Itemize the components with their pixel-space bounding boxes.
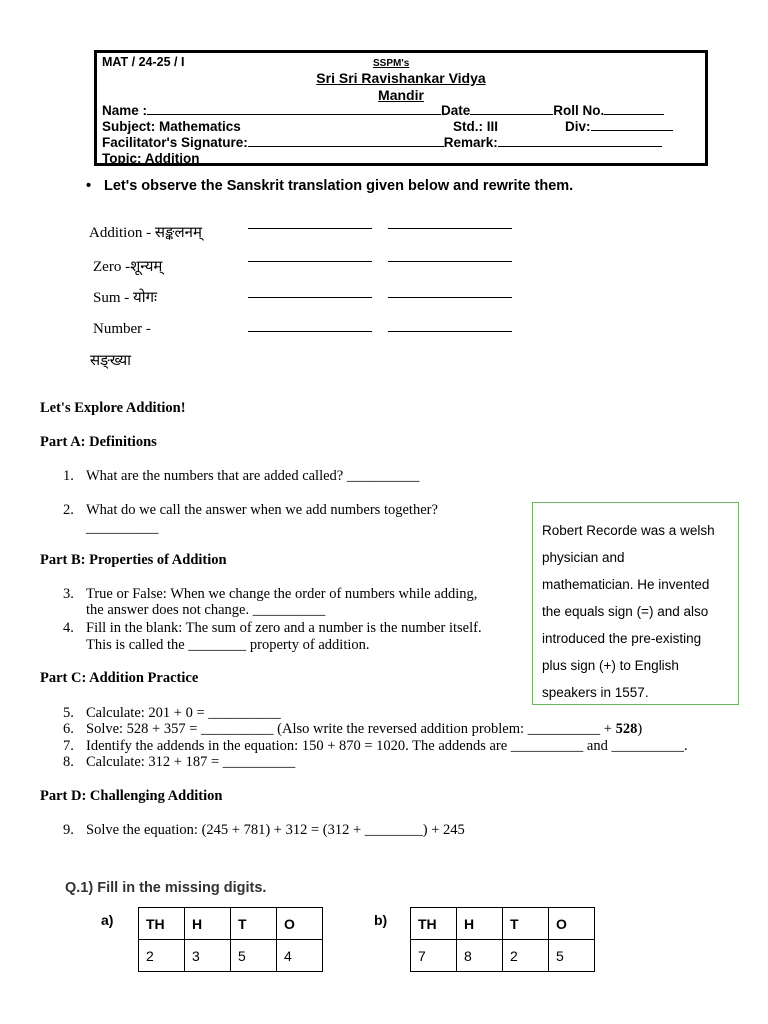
q1-number: 1. (63, 468, 74, 484)
vocab-addition (89, 224, 202, 242)
place-value-table-b (410, 907, 595, 972)
vocab-term: Sum - (93, 290, 134, 306)
roll-blank[interactable] (604, 103, 664, 115)
vocab-translation: शून्यम् (130, 259, 163, 275)
q3-number: 3. (63, 586, 74, 602)
digit-cell[interactable]: 5 (549, 940, 595, 972)
digit-cell[interactable]: 2 (139, 940, 185, 972)
facilitator-blank[interactable] (248, 135, 444, 147)
name-row (102, 103, 664, 119)
header-cell: T (503, 908, 549, 940)
q2-blank: __________ (86, 520, 159, 536)
facilitator-label: Facilitator's Signature: (102, 135, 248, 150)
school-name-line1: Sri Sri Ravishankar Vidya (316, 70, 486, 86)
header-cell: H (457, 908, 503, 940)
rewrite-line[interactable] (388, 331, 512, 332)
header-box (94, 50, 708, 166)
roll-label: Roll No. (553, 103, 605, 118)
q1-text: What are the numbers that are added called? __________ (86, 468, 420, 484)
worksheet-code: MAT / 24-25 / I (102, 55, 185, 69)
q6-bold-number: 528 (615, 721, 638, 737)
note-line: the equals sign (=) and also (542, 604, 709, 619)
q6-text (86, 721, 642, 738)
remark-label: Remark: (443, 135, 498, 150)
place-value-table-a (138, 907, 323, 972)
rewrite-line[interactable] (388, 261, 512, 262)
q8-number: 8. (63, 754, 74, 770)
q5-number: 5. (63, 705, 74, 721)
note-line: speakers in 1557. (542, 685, 649, 700)
rewrite-line[interactable] (248, 297, 372, 298)
vocab-term: Zero - (93, 259, 131, 275)
robert-recorde-note (532, 502, 739, 705)
rewrite-line[interactable] (388, 297, 512, 298)
q6-number: 6. (63, 721, 74, 737)
q9-number: 9. (63, 822, 74, 838)
rewrite-line[interactable] (248, 331, 372, 332)
q5-text: Calculate: 201 + 0 = __________ (86, 705, 281, 721)
name-blank[interactable] (147, 103, 441, 115)
topic: Topic: Addition (102, 151, 200, 166)
div-row (565, 119, 673, 135)
vocab-sum (93, 289, 157, 307)
digit-cell[interactable]: 7 (411, 940, 457, 972)
vocab-term: Addition - (89, 225, 155, 241)
digit-cell[interactable]: 2 (503, 940, 549, 972)
header-cell: O (549, 908, 595, 940)
vocab-translation: योगः (133, 290, 158, 306)
q3-text-line2: the answer does not change. __________ (86, 602, 326, 618)
q9-text: Solve the equation: (245 + 781) + 312 = (312 + ________) + 245 (86, 822, 465, 838)
part-b-title: Part B: Properties of Addition (40, 552, 227, 568)
q6-text-main: Solve: 528 + 357 = __________ (Also write the reversed addition problem: __________ + (86, 721, 616, 737)
q7-number: 7. (63, 738, 74, 754)
q3-text-line1: True or False: When we change the order of numbers while adding, (86, 586, 478, 602)
q7-text: Identify the addends in the equation: 150 + 870 = 1020. The addends are __________ and __________. (86, 738, 688, 754)
rewrite-line[interactable] (388, 228, 512, 229)
explore-title: Let's Explore Addition! (40, 400, 186, 416)
digit-cell[interactable]: 5 (231, 940, 277, 972)
div-blank[interactable] (591, 119, 673, 131)
date-blank[interactable] (470, 103, 553, 115)
q6-close: ) (637, 721, 643, 737)
header-cell: TH (139, 908, 185, 940)
label-a: a) (101, 912, 114, 928)
bullet: • (86, 178, 92, 194)
org-short: SSPM's (373, 58, 410, 69)
header-cell: H (185, 908, 231, 940)
note-line: mathematician. He invented (542, 577, 710, 592)
note-line: physician and (542, 550, 625, 565)
facilitator-row (102, 135, 662, 151)
school-name-line2: Mandir (378, 87, 424, 103)
part-d-title: Part D: Challenging Addition (40, 788, 223, 804)
q1-digits-title: Q.1) Fill in the missing digits. (65, 880, 267, 896)
vocab-zero (93, 258, 162, 276)
part-c-title: Part C: Addition Practice (40, 670, 199, 686)
note-line: plus sign (+) to English (542, 658, 679, 673)
q8-text: Calculate: 312 + 187 = __________ (86, 754, 296, 770)
q2-text: What do we call the answer when we add numbers together? (86, 502, 438, 518)
q2-number: 2. (63, 502, 74, 518)
rewrite-line[interactable] (248, 228, 372, 229)
part-a-title: Part A: Definitions (40, 434, 157, 450)
header-cell: T (231, 908, 277, 940)
digit-cell[interactable]: 4 (277, 940, 323, 972)
subject: Subject: Mathematics (102, 119, 241, 134)
div-label: Div: (565, 119, 591, 134)
header-cell: O (277, 908, 323, 940)
vocab-number-translation: सङ्ख्या (90, 353, 132, 369)
date-label: Date (441, 103, 471, 118)
sanskrit-instruction-text: Let's observe the Sanskrit translation given below and rewrite them. (104, 178, 574, 194)
vocab-number: Number - (93, 321, 151, 337)
note-line: introduced the pre-existing (542, 631, 702, 646)
sanskrit-instruction (86, 178, 573, 194)
label-b: b) (374, 912, 388, 928)
header-cell: TH (411, 908, 457, 940)
name-label: Name : (102, 103, 148, 118)
digit-cell[interactable]: 8 (457, 940, 503, 972)
q4-text-line1: Fill in the blank: The sum of zero and a number is the number itself. (86, 620, 482, 636)
rewrite-line[interactable] (248, 261, 372, 262)
vocab-translation: सङ्कलनम् (154, 225, 202, 241)
std: Std.: III (453, 119, 498, 134)
note-line: Robert Recorde was a welsh (542, 523, 715, 538)
digit-cell[interactable]: 3 (185, 940, 231, 972)
q4-number: 4. (63, 620, 74, 636)
remark-blank[interactable] (498, 135, 662, 147)
q4-text-line2: This is called the ________ property of addition. (86, 637, 370, 653)
